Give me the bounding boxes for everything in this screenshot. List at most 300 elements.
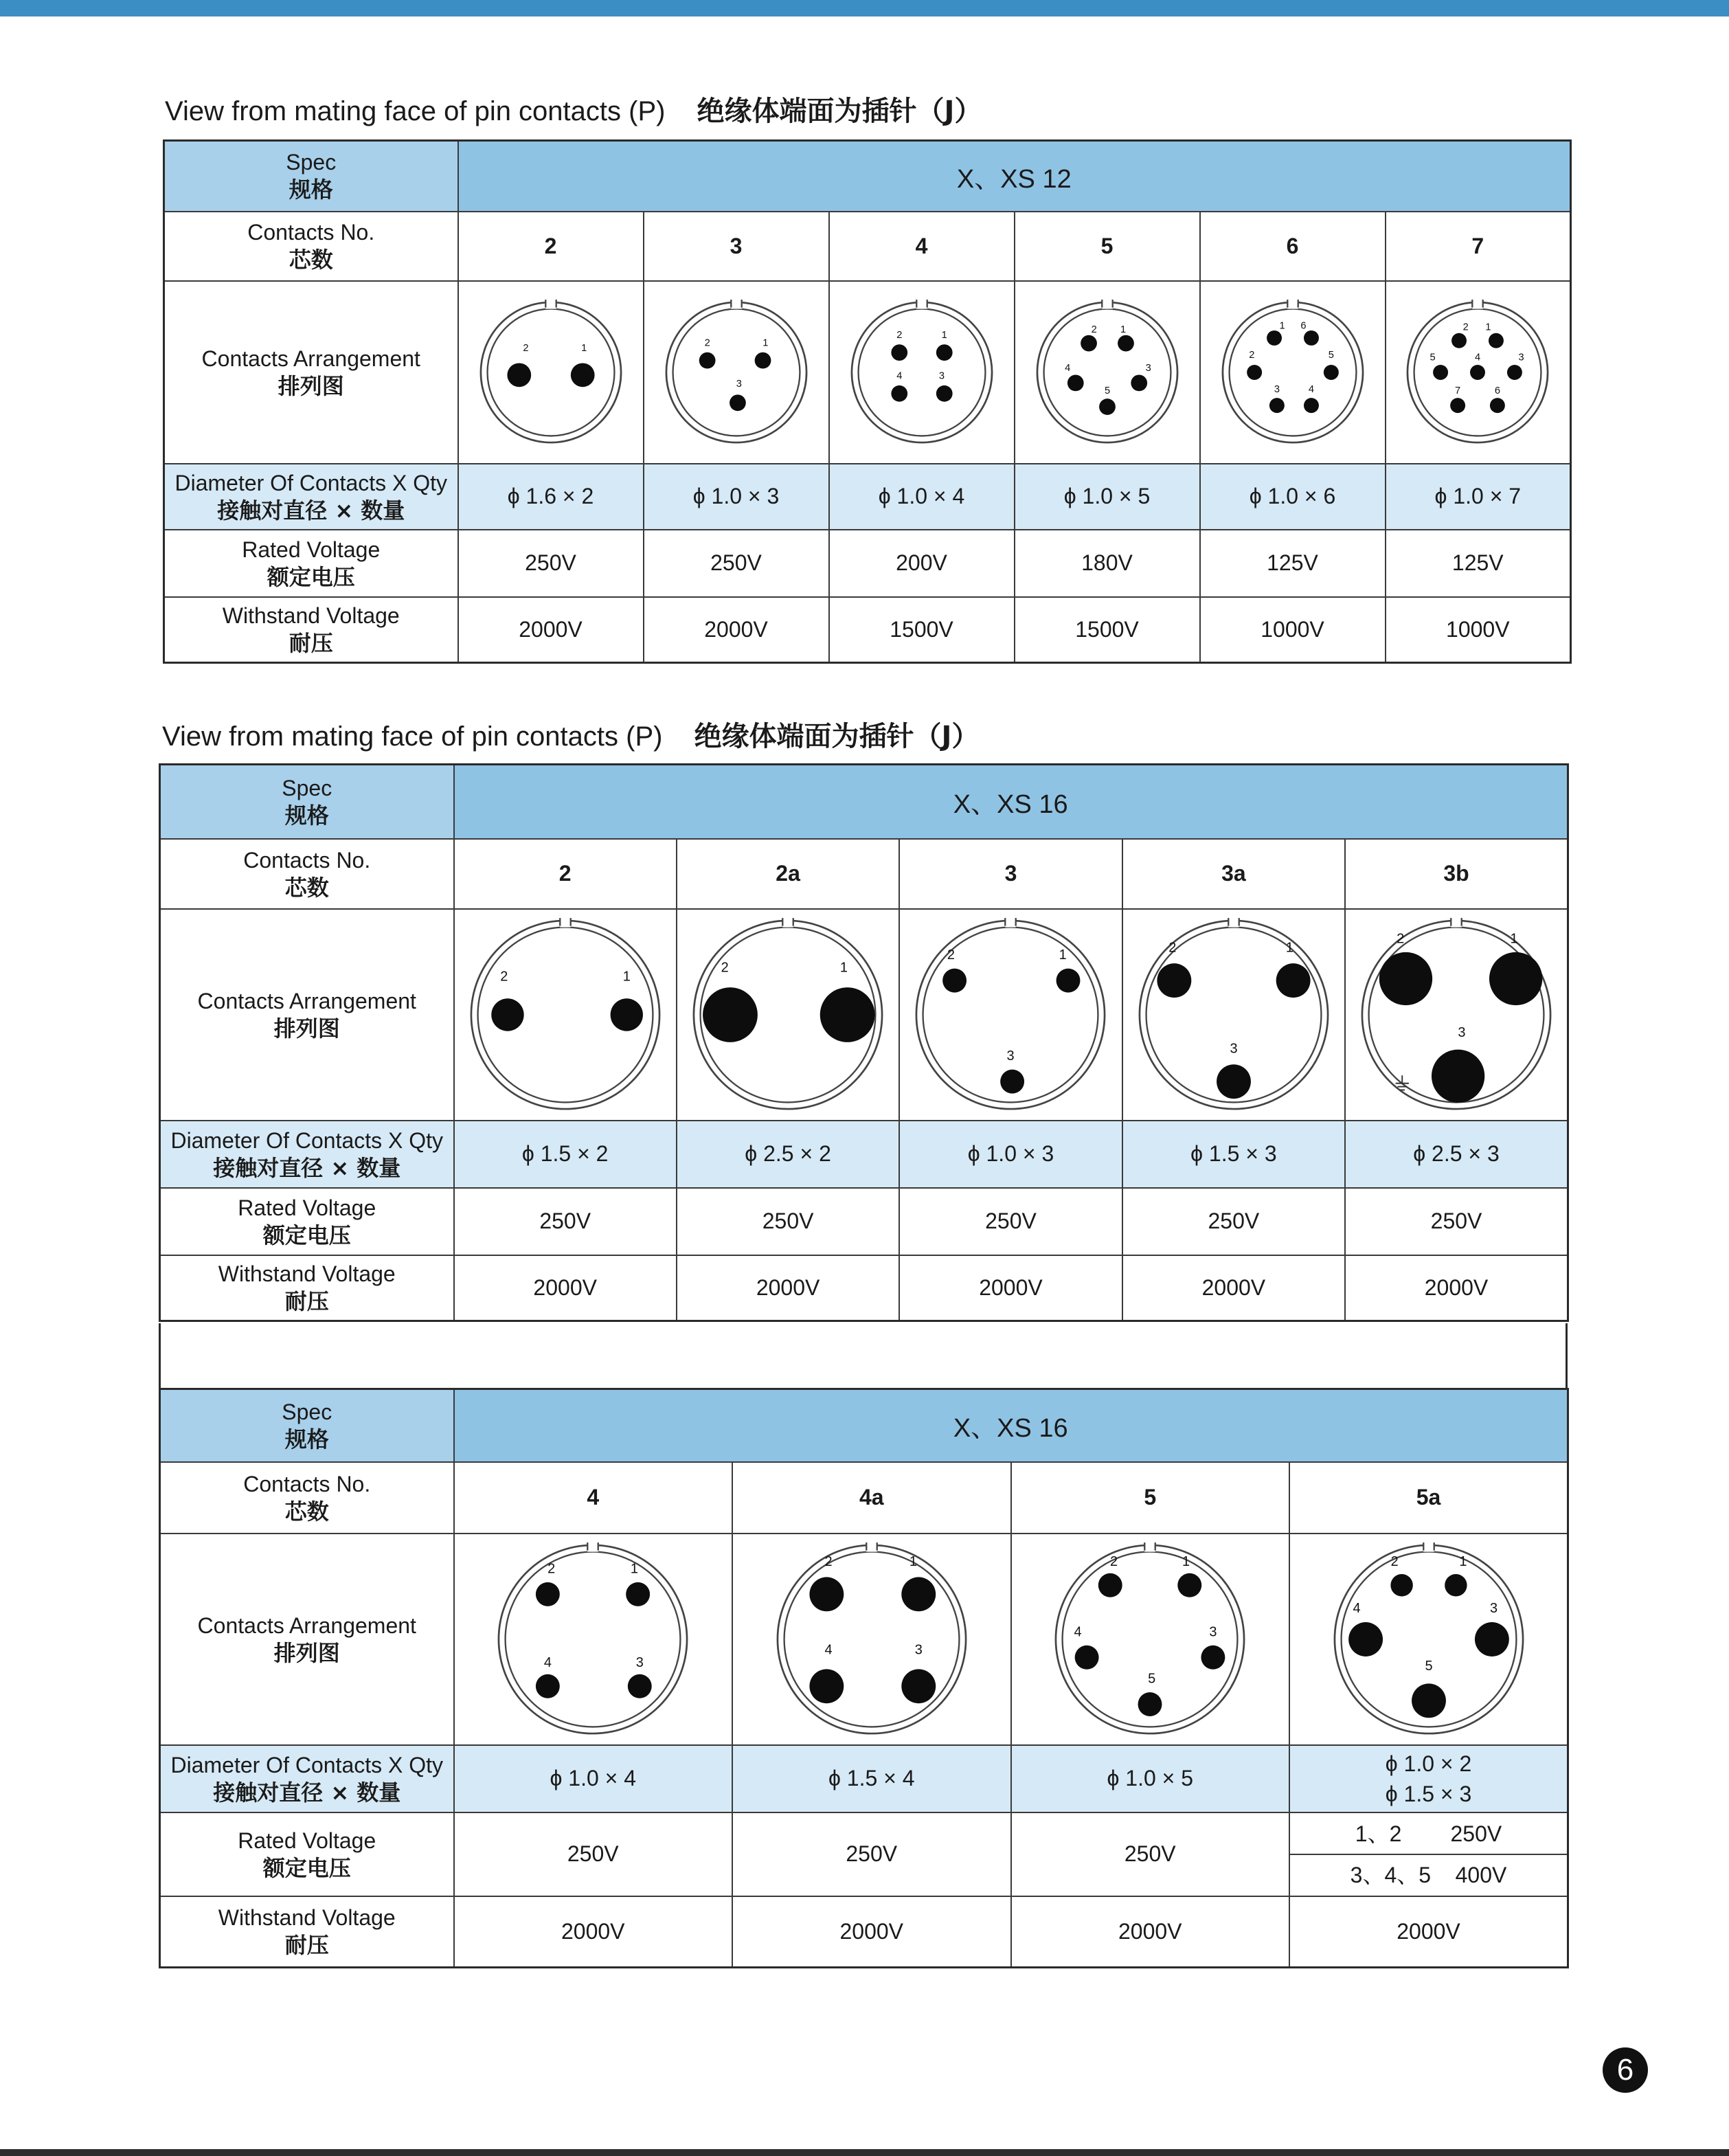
section-heading-1 [165,89,982,128]
contacts-label-en: Contacts No. [243,1471,371,1496]
contact-pin-label: 1 [1458,1553,1467,1569]
contact-pin-label: 1 [580,342,587,354]
diameter-label-cn: 接触对直径 × 数量 [213,1779,401,1806]
connector-outer-ring [480,302,620,442]
contact-pin-label: 3 [1458,1024,1466,1040]
contact-pin-1 [936,344,952,361]
rated-cell: 200V [829,530,1015,597]
contact-pin-2 [536,1582,560,1606]
contact-pin-label: 3 [1209,1624,1217,1639]
withstand-cell: 1500V [829,597,1015,663]
contact-pin-label: 2 [1091,324,1097,335]
contact-pin-3 [1507,365,1522,380]
heading-cn: 绝缘体端面为插针（J） [697,96,982,127]
connector-face-diagram [772,1540,971,1739]
contact-pin-2 [1379,952,1432,1004]
spec-label-en: Spec [286,150,337,175]
contact-pin-label: 1 [1279,319,1285,331]
contact-pin-label: 5 [1148,1671,1156,1687]
contacts-no-cell: 4a [732,1462,1011,1534]
spec-label-cn: 规格 [284,1426,329,1452]
contact-pin-3 [628,1674,652,1698]
contacts-row [160,1462,1568,1534]
contacts-label [164,212,458,281]
withstand-label-en: Withstand Voltage [222,603,400,629]
contact-pin-label: 2 [1168,940,1177,956]
contact-pin-2 [891,344,907,361]
keyway-notch [1451,917,1461,927]
connector-face-diagram [466,915,665,1114]
diameter-row [164,464,1571,530]
keyway-notch [1287,298,1298,308]
contacts-no-cell: 2a [677,839,899,909]
keyway-notch [560,917,570,927]
contact-pin-label: 3 [914,1642,923,1658]
keyway-notch [916,298,927,308]
contact-pin-1 [1178,1573,1202,1597]
spec-label-en: Spec [282,1399,332,1424]
contact-pin-label: 7 [1455,385,1461,396]
arrangement-row [160,909,1568,1121]
contacts-label-en: Contacts No. [247,220,375,245]
rated-label-en: Rated Voltage [238,1828,376,1853]
spec-row [160,765,1568,839]
arrangement-label-en: Contacts Arrangement [197,1613,416,1638]
contact-pin-label: 6 [1495,385,1501,396]
withstand-label [160,1896,454,1968]
rated-cell: 250V [732,1812,1011,1896]
contacts-no-cell: 4 [829,212,1015,281]
contact-pin-1 [626,1582,650,1606]
rated-label-en: Rated Voltage [238,1195,376,1220]
contact-pin-4 [536,1674,560,1698]
arrangement-cell [454,909,677,1121]
contact-pin-label: 3 [736,378,742,390]
contact-pin-5 [1138,1692,1162,1716]
contact-pin-label: 3 [1006,1048,1015,1064]
contact-pin-3 [936,385,952,401]
keyway-notch [1145,1541,1155,1551]
diameter-label-cn: 接触对直径 × 数量 [217,497,405,524]
connector-outer-ring [778,1545,966,1733]
diameter-cell: ϕ 1.6 × 2 [458,464,644,530]
rated-row [160,1812,1568,1896]
withstand-cell: 2000V [1122,1255,1345,1321]
contact-pin-2 [699,352,715,368]
contact-pin-label: 2 [947,947,956,963]
diameter-label-cn: 接触对直径 × 数量 [213,1154,401,1181]
contacts-label [160,839,454,909]
withstand-cell: 2000V [1011,1896,1290,1968]
arrangement-cell [1122,909,1345,1121]
contact-pin-4 [1075,1645,1099,1669]
diameter-cell [1289,1745,1568,1812]
rated-row [164,530,1571,597]
contact-pin-label: 2 [522,342,528,354]
table-gap-box [159,1323,1568,1388]
diameter-label [160,1121,454,1188]
diameter-cell: ϕ 1.0 × 5 [1015,464,1200,530]
contact-pin-label: 2 [824,1553,833,1569]
keyway-notch [1228,917,1239,927]
contact-pin-label: 2 [1110,1553,1118,1569]
connector-inner-ring [1043,308,1171,436]
connector-face-diagram [1357,915,1556,1114]
contact-pin-3 [1432,1049,1484,1102]
arrangement-cell [829,281,1015,464]
rated-row [160,1188,1568,1255]
connector-inner-ring [858,308,985,436]
diameter-cell: ϕ 2.5 × 3 [1345,1121,1568,1188]
spec-title: X、XS 16 [454,1389,1568,1462]
connector-face-diagram [1032,297,1183,448]
withstand-label-cn: 耐压 [289,630,333,657]
withstand-row [164,597,1571,663]
contact-pin-label: 2 [1248,349,1254,361]
connector-face-diagram [475,297,626,448]
arrangement-label-cn: 排列图 [273,1639,340,1666]
bottom-accent-bar [0,2149,1729,2156]
contact-pin-2 [491,998,523,1031]
connector-outer-ring [1222,302,1362,442]
top-accent-bar [0,0,1729,16]
spec-row [164,141,1571,212]
contact-pin-2 [1081,335,1097,351]
connector-inner-ring [673,308,800,436]
contact-pin-label: 4 [1074,1624,1082,1639]
contact-pin-label: 3 [938,370,945,382]
contact-pin-label: 4 [896,370,902,382]
contact-pin-label: 5 [1328,349,1334,361]
spec-label [164,141,458,212]
connector-outer-ring [499,1545,687,1733]
diameter-row [160,1121,1568,1188]
contact-pin-4 [1470,365,1485,380]
contact-pin-1 [820,987,875,1042]
contacts-no-cell: 7 [1386,212,1571,281]
contact-pin-4 [1303,398,1318,413]
spec-table-xs12 [163,139,1572,664]
contact-pin-label: 1 [941,329,947,341]
contact-pin-1 [754,352,771,368]
spec-title: X、XS 16 [454,765,1568,839]
spec-table-xs16-b [159,1388,1569,1968]
arrangement-cell [732,1534,1011,1745]
rated-line: 1、2 250V [1290,1814,1567,1855]
arrangement-label [160,909,454,1121]
connector-face-diagram [1402,297,1553,448]
contact-pin-2 [1451,333,1467,348]
contact-pin-label: 4 [1064,362,1070,374]
withstand-cell: 2000V [644,597,829,663]
rated-cell: 125V [1386,530,1571,597]
arrangement-label-cn: 排列图 [273,1015,340,1042]
spec-table-xs16-a [159,763,1569,1322]
spec-label-cn: 规格 [289,177,333,203]
contacts-label-en: Contacts No. [243,847,371,873]
contact-pin-1 [1118,335,1134,351]
contact-pin-label: 1 [909,1553,917,1569]
withstand-cell: 2000V [1289,1896,1568,1968]
contact-pin-label: 5 [1424,1658,1433,1674]
keyway-notch [545,298,556,308]
contact-pin-5 [1099,398,1116,415]
contact-pin-label: 5 [1429,352,1436,363]
diameter-cell: ϕ 1.0 × 5 [1011,1745,1290,1812]
arrangement-label [160,1534,454,1745]
contact-pin-label: 1 [1485,321,1491,333]
rated-line: 3、4、5 400V [1350,1862,1507,1887]
connector-inner-ring [784,1551,959,1727]
section-heading-2 [162,715,979,754]
keyway-notch [1006,917,1016,927]
contact-pin-1 [610,998,642,1031]
contact-pin-label: 5 [1104,385,1110,396]
contact-pin-label: 2 [499,969,508,985]
arrangement-row [164,281,1571,464]
connector-outer-ring [851,302,991,442]
arrangement-label-en: Contacts Arrangement [197,988,416,1013]
withstand-label-en: Withstand Voltage [218,1905,396,1931]
arrangement-cell [1345,909,1568,1121]
contact-pin-label: 1 [622,969,631,985]
rated-cell [1289,1812,1568,1896]
page-number: 6 [1603,2047,1648,2093]
contact-pin-2 [1390,1574,1412,1596]
contact-pin-2 [507,363,531,387]
contacts-no-cell: 3a [1122,839,1345,909]
withstand-row [160,1255,1568,1321]
arrangement-cell [458,281,644,464]
withstand-label [164,597,458,663]
contact-pin-3 [1269,398,1284,413]
contact-pin-3 [1131,374,1147,391]
rated-label-cn: 额定电压 [267,563,355,590]
contact-pin-6 [1303,330,1318,345]
contacts-row [164,212,1571,281]
rated-cell: 250V [454,1812,733,1896]
rated-cell: 250V [458,530,644,597]
contact-pin-3 [1217,1064,1251,1099]
diameter-label [164,464,458,530]
contact-pin-label: 2 [721,960,729,976]
withstand-cell: 2000V [899,1255,1122,1321]
rated-label [160,1812,454,1896]
contact-pin-1 [1489,333,1504,348]
contact-pin-label: 1 [1059,947,1067,963]
keyway-notch [588,1541,598,1551]
spec-row [160,1389,1568,1462]
keyway-notch [1423,1541,1434,1551]
contact-pin-3 [901,1669,936,1703]
rated-cell: 250V [454,1188,677,1255]
keyway-notch [782,917,793,927]
withstand-cell: 2000V [458,597,644,663]
contact-pin-label: 2 [1462,321,1469,333]
contact-pin-5 [1412,1683,1446,1718]
connector-inner-ring [487,308,614,436]
arrangement-label [164,281,458,464]
arrangement-label-cn: 排列图 [278,372,344,399]
rated-label-en: Rated Voltage [242,537,381,562]
spec-label [160,1389,454,1462]
contact-pin-1 [1445,1574,1467,1596]
contact-pin-label: 4 [1308,383,1314,395]
contact-pin-5 [1433,365,1448,380]
rated-cell: 250V [1345,1188,1568,1255]
heading-en: View from mating face of pin contacts (P) [165,96,666,126]
contact-pin-1 [1056,968,1081,992]
contact-pin-label: 3 [635,1654,644,1670]
contact-pin-4 [891,385,907,401]
contact-pin-1 [1267,330,1282,345]
connector-face-diagram [1050,1540,1250,1739]
contact-pin-2 [703,987,758,1042]
diameter-cell: ϕ 1.0 × 7 [1386,464,1571,530]
contact-pin-label: 2 [896,329,902,341]
rated-label [160,1188,454,1255]
contact-pin-label: 1 [1182,1553,1190,1569]
withstand-cell: 2000V [732,1896,1011,1968]
spec-label-cn: 规格 [284,802,329,829]
contact-pin-1 [1276,963,1311,998]
diameter-cell: ϕ 1.0 × 6 [1200,464,1386,530]
spec-label-en: Spec [282,775,332,800]
contact-pin-2 [1157,963,1191,998]
diameter-cell: ϕ 1.5 × 3 [1122,1121,1345,1188]
contacts-no-cell: 5 [1011,1462,1290,1534]
spec-title: X、XS 12 [458,141,1571,212]
contact-pin-label: 4 [824,1642,833,1658]
contact-pin-label: 1 [631,1560,639,1576]
connector-face-diagram [846,297,997,448]
contacts-no-cell: 2 [454,839,677,909]
contact-pin-label: 6 [1300,319,1306,331]
rated-cell: 250V [1011,1812,1290,1896]
rated-label [164,530,458,597]
contact-pin-1 [901,1577,936,1611]
contact-pin-label: 3 [1518,352,1524,363]
contact-pin-label: 4 [1352,1600,1361,1616]
contacts-no-cell: 3 [899,839,1122,909]
keyway-notch [1102,298,1112,308]
contact-pin-label: 1 [1285,940,1293,956]
rated-cell: 250V [899,1188,1122,1255]
arrangement-label-en: Contacts Arrangement [201,346,420,371]
contact-pin-5 [1323,365,1338,380]
withstand-label-en: Withstand Voltage [218,1261,396,1287]
diameter-cell: ϕ 1.0 × 3 [644,464,829,530]
rated-cell: 250V [644,530,829,597]
withstand-cell: 2000V [454,1896,733,1968]
contact-pin-label: 4 [544,1654,552,1670]
contact-pin-label: 4 [1475,352,1481,363]
withstand-cell: 2000V [1345,1255,1568,1321]
contact-pin-2 [943,968,967,992]
connector-face-diagram [661,297,812,448]
contact-pin-7 [1450,398,1465,413]
diameter-line: ϕ 1.0 × 2 [1385,1751,1472,1776]
connector-face-diagram [911,915,1110,1114]
contact-pin-label: 1 [1510,931,1518,947]
contact-pin-3 [1474,1622,1508,1657]
contacts-row [160,839,1568,909]
contact-pin-2 [1247,365,1262,380]
diameter-label-en: Diameter Of Contacts X Qty [174,470,448,495]
withstand-cell: 2000V [454,1255,677,1321]
withstand-label-cn: 耐压 [284,1288,329,1315]
withstand-cell: 2000V [677,1255,899,1321]
contact-pin-3 [1001,1069,1025,1093]
contacts-label [160,1462,454,1534]
rated-cell: 125V [1200,530,1386,597]
connector-outer-ring [666,302,806,442]
withstand-row [160,1896,1568,1968]
contact-pin-label: 3 [1145,362,1151,374]
contact-pin-4 [1067,374,1083,391]
contacts-no-cell: 3 [644,212,829,281]
heading-cn: 绝缘体端面为插针（J） [694,721,980,752]
withstand-label [160,1255,454,1321]
heading-en: View from mating face of pin contacts (P) [162,721,663,752]
contact-pin-label: 2 [1390,1553,1399,1569]
contacts-no-cell: 5 [1015,212,1200,281]
contact-pin-3 [730,394,746,411]
contact-pin-2 [1098,1573,1122,1597]
arrangement-cell [1200,281,1386,464]
connector-face-diagram [688,915,888,1114]
diameter-cell: ϕ 1.0 × 4 [829,464,1015,530]
diameter-label-en: Diameter Of Contacts X Qty [170,1752,444,1777]
contacts-no-cell: 2 [458,212,644,281]
connector-face-diagram [1217,297,1368,448]
diameter-cell: ϕ 2.5 × 2 [677,1121,899,1188]
keyway-notch [731,298,741,308]
contact-pin-1 [1489,952,1542,1004]
diameter-label-en: Diameter Of Contacts X Qty [170,1127,444,1153]
arrangement-cell [1289,1534,1568,1745]
contact-pin-4 [809,1669,844,1703]
contact-pin-label: 1 [762,337,768,348]
arrangement-cell [899,909,1122,1121]
contacts-no-cell: 6 [1200,212,1386,281]
rated-label-cn: 额定电压 [262,1222,351,1248]
diameter-cell: ϕ 1.0 × 3 [899,1121,1122,1188]
rated-cell: 180V [1015,530,1200,597]
contact-pin-label: 3 [1274,383,1280,395]
diameter-cell: ϕ 1.5 × 4 [732,1745,1011,1812]
contacts-no-cell: 5a [1289,1462,1568,1534]
contact-pin-label: 2 [1397,931,1405,947]
contacts-no-cell: 4 [454,1462,733,1534]
connector-face-diagram [1134,915,1333,1114]
arrangement-cell [1015,281,1200,464]
arrangement-cell [1011,1534,1290,1745]
arrangement-cell [1386,281,1571,464]
contact-pin-6 [1490,398,1505,413]
contacts-label-cn: 芯数 [284,1498,329,1525]
contact-pin-label: 2 [547,1560,556,1576]
withstand-cell: 1500V [1015,597,1200,663]
connector-face-diagram [1329,1540,1528,1739]
diameter-row [160,1745,1568,1812]
keyway-notch [866,1541,877,1551]
diameter-line: ϕ 1.5 × 3 [1385,1781,1472,1806]
arrangement-cell [454,1534,733,1745]
contact-pin-label: 3 [1230,1041,1238,1057]
diameter-cell: ϕ 1.5 × 2 [454,1121,677,1188]
diameter-cell: ϕ 1.0 × 4 [454,1745,733,1812]
